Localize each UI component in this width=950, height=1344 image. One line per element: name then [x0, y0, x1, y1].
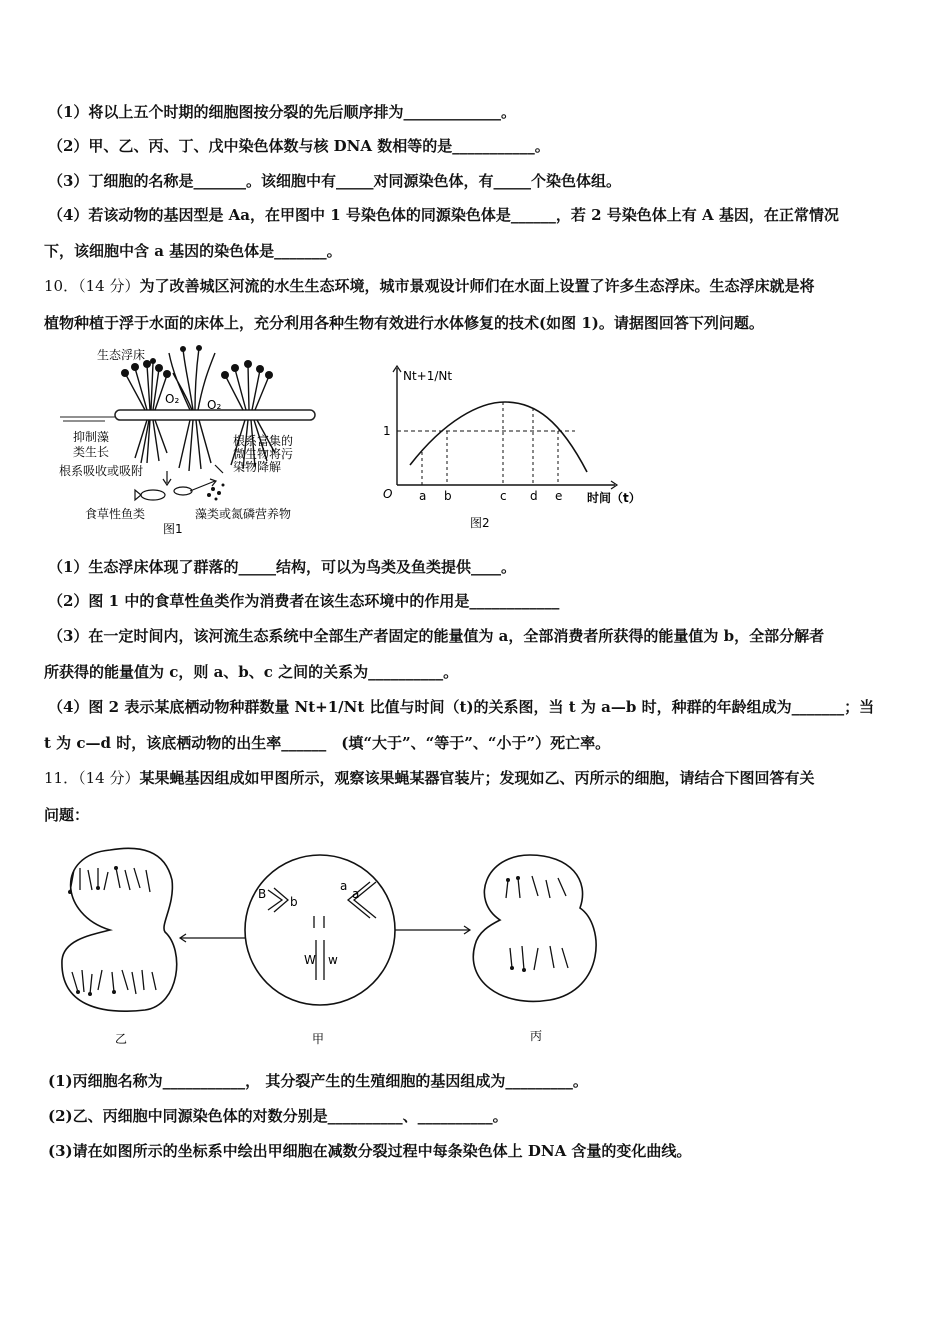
cell-yi-centromeres-bottom [76, 990, 116, 996]
q11-intro-text: 某果蝇基因组成如甲图所示，观察该果蝇某器官装片；发现如乙、丙所示的细胞，请结合下图回答有关 [139, 769, 815, 787]
fig2-origin: O [383, 487, 393, 501]
fig2-tick-a: a [419, 489, 427, 503]
q10-intro-line1 [44, 276, 814, 296]
q10-part1: （1）生态浮床体现了群落的_____结构，可以为鸟类及鱼类提供____。 [48, 558, 516, 576]
q11-part2: (2)乙、丙细胞中同源染色体的对数分别是__________、__________。 [48, 1107, 508, 1125]
fig1-o2-right: O₂ [207, 398, 222, 412]
q10-part3-line1: （3）在一定时间内，该河流生态系统中全部生产者固定的能量值为 a，全部消费者所获得的能量值为 b，全部分解者 [48, 627, 825, 645]
fig2-tick-c: c [500, 489, 507, 503]
gene-W: W [304, 953, 316, 967]
fig1-label-micro-3: 染物降解 [233, 460, 282, 474]
q9-part4-line1: （4）若该动物的基因型是 Aa，在甲图中 1 号染色体的同源染色体是______，若 2 号染色体上有 A 基因，在正常情况 [48, 206, 839, 224]
q11-intro-line1 [44, 768, 814, 788]
label-yi: 乙 [115, 1032, 128, 1046]
algae-dots [207, 484, 225, 501]
fig1-caption: 图1 [163, 522, 183, 536]
gene-w: w [328, 953, 338, 967]
q9-part2: （2）甲、乙、丙、丁、戊中染色体数与核 DNA 数相等的是___________。 [48, 137, 550, 155]
gene-B: B [258, 887, 267, 901]
plant-flowers-middle [180, 345, 202, 352]
cell-jia-chromosomes [268, 882, 376, 980]
gene-b: b [290, 895, 298, 909]
label-bing: 丙 [530, 1029, 543, 1043]
fig1-o2-left: O₂ [165, 392, 180, 406]
gene-a-2: a [352, 887, 360, 901]
fig2-ylabel: Nt+1/Nt [403, 369, 453, 383]
cell-jia-outline [245, 855, 395, 1005]
cell-bing-chromosomes [506, 876, 568, 970]
fig1-label-algae: 藻类或氮磷营养物 [195, 507, 292, 521]
fish-icon [135, 487, 192, 500]
fig2-caption: 图2 [470, 516, 490, 530]
fig1-label-inhibit-2: 类生长 [73, 445, 110, 459]
q10-number: 10．（14 分） [44, 277, 140, 295]
fig2-one-label: 1 [383, 424, 391, 438]
fig1-title: 生态浮床 [97, 348, 146, 362]
fig1-label-micro-2: 微生物将污 [233, 447, 294, 461]
plant-flowers-right [221, 360, 273, 379]
q10-intro-text: 为了改善城区河流的水生生态环境，城市景观设计师们在水面上设置了许多生态浮床。生态浮床就是将 [139, 277, 815, 295]
figure-2-population-curve [375, 360, 655, 535]
q9-part3: （3）丁细胞的名称是_______。该细胞中有_____对同源染色体，有_____个染色体组。 [48, 172, 621, 190]
q10-part2: （2）图 1 中的食草性鱼类作为消费者在该生态环境中的作用是____________ [48, 592, 560, 610]
q11-part1: (1)丙细胞名称为___________， 其分裂产生的生殖细胞的基因组成为_________。 [48, 1072, 588, 1090]
fig2-ticks [419, 489, 562, 503]
fig2-tick-e: e [555, 489, 563, 503]
q9-part1: （1）将以上五个时期的细胞图按分裂的先后顺序排为_____________。 [48, 103, 516, 121]
q10-part4-line1: （4）图 2 表示某底栖动物种群数量 Nt+1/Nt 比值与时间（t)的关系图，当 t 为 a—b 时，种群的年龄组成为_______；当 [48, 698, 875, 716]
q11-number: 11．（14 分） [44, 769, 140, 787]
cell-bing-outline [473, 855, 596, 1001]
figure-1-floating-bed [55, 343, 325, 538]
figure-cells [50, 840, 610, 1055]
q10-part3-line2: 所获得的能量值为 c，则 a、b、c 之间的关系为__________。 [44, 663, 459, 681]
q11-intro-line2: 问题： [44, 806, 90, 824]
fig1-label-micro-1: 根系富集的 [233, 434, 294, 448]
fig1-label-root: 根系吸收或吸附 [59, 464, 144, 478]
gene-a-1: a [340, 879, 348, 893]
fig2-tick-lines [422, 402, 558, 485]
q9-part4-line2: 下，该细胞中含 a 基因的染色体是_______。 [44, 242, 342, 260]
q10-part4-line2: t 为 c—d 时，该底栖动物的出生率______ (填“大于”、“等于”、“小于”）死亡率。 [44, 734, 611, 752]
cell-yi-centromeres-top [68, 866, 118, 894]
q10-intro-line2: 植物种植于浮于水面的床体上，充分利用各种生物有效进行水体修复的技术(如图 1)。请据图回答下列问题。 [44, 314, 764, 332]
fig1-label-fish: 食草性鱼类 [85, 507, 146, 521]
fig1-arrows [163, 465, 223, 491]
fig2-tick-d: d [530, 489, 538, 503]
q11-part3: (3)请在如图所示的坐标系中绘出甲细胞在减数分裂过程中每条染色体上 DNA 含量的变化曲线。 [48, 1142, 692, 1160]
fig1-label-inhibit-1: 抑制藻 [73, 430, 110, 444]
label-jia: 甲 [312, 1032, 325, 1046]
fig2-tick-b: b [444, 489, 452, 503]
fig2-curve [410, 402, 587, 472]
cell-yi-outline [62, 848, 177, 1011]
cell-yi-chromosomes-top [70, 868, 150, 892]
fig2-xlabel: 时间（t） [587, 491, 641, 505]
